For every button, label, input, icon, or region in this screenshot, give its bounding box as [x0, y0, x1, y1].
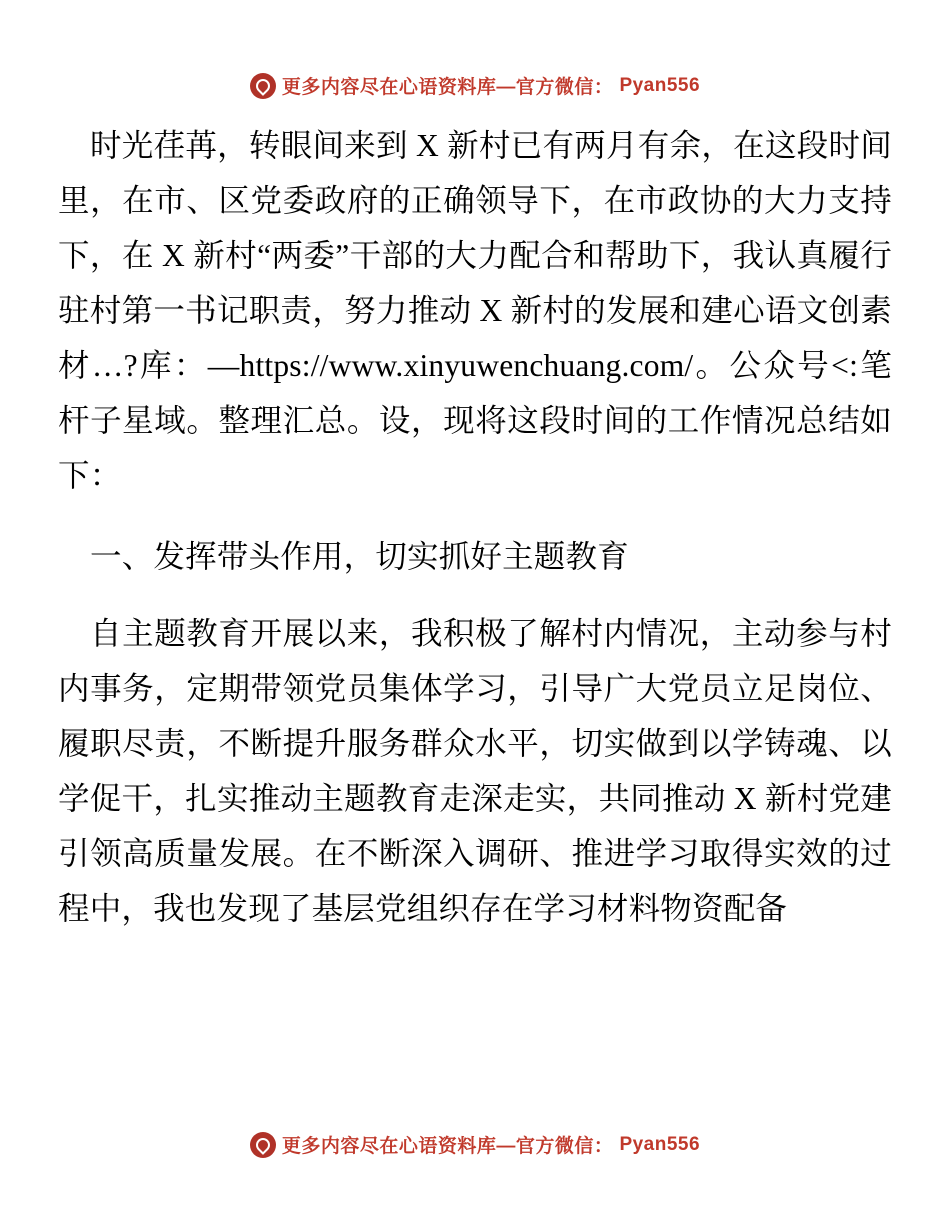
watermark-bottom-wechat-id: Pyan556 [619, 1133, 701, 1155]
paragraph-body-1: 自主题教育开展以来，我积极了解村内情况，主动参与村内事务，定期带领党员集体学习，引导广大党员立足岗位、履职尽责，不断提升服务群众水平，切实做到以学铸魂、以学促干，扎实推动主题教育走深走实，共同推动 X 新村党建引领高质量发展。在不断深入调研、推进学习取得实效的过程中，我也发现了基层党组织存在学习材料物资配备 [58, 616, 892, 926]
watermark-top-wechat-id: Pyan556 [619, 74, 701, 96]
heart-logo-icon [250, 1132, 276, 1158]
paragraph-intro: 时光荏苒，转眼间来到 X 新村已有两月有余，在这段时间里，在市、区党委政府的正确领导下，在市政协的大力支持下，在 X 新村“两委”干部的大力配合和帮助下，我认真履行驻村第一书记职责，努力推动 X 新村的发展和建心语文创素材…?库：—https://www.xinyuwenchuang.com/。公众号<:笔杆子星域。整理汇总。设，现将这段时间的工作情况总结如下： [58, 128, 892, 493]
watermark-top [0, 72, 950, 99]
watermark-bottom [0, 1131, 950, 1158]
watermark-bottom-text: 更多内容尽在心语资料库—官方微信： [281, 1136, 614, 1157]
heart-logo-icon [250, 73, 276, 99]
section-heading-1: 一、发挥带头作用，切实抓好主题教育 [90, 539, 629, 574]
document-content [58, 118, 892, 940]
watermark-top-text: 更多内容尽在心语资料库—官方微信： [281, 77, 614, 98]
